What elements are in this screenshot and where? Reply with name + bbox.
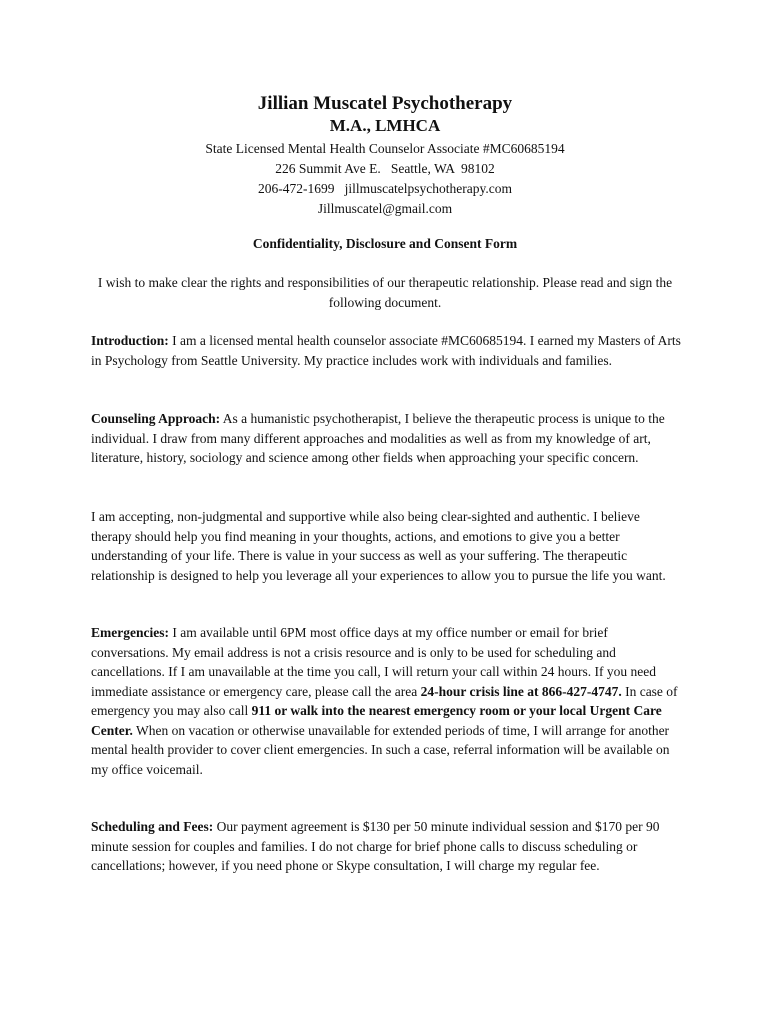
emergencies-text-3: When on vacation or otherwise unavailable for extended periods of time, I will arrange for another mental health provider to cover client emergencies. In such a case, referral information will be available on my office voicemail. (91, 722, 670, 777)
scheduling-paragraph (91, 817, 683, 876)
emergencies-heading: Emergencies: (91, 625, 169, 640)
phone-website-line: 206-472-1699 jillmuscatelpsychotherapy.com (257, 181, 513, 196)
form-title: Confidentiality, Disclosure and Consent Form (252, 236, 518, 251)
intro-statement: I wish to make clear the rights and responsibilities of our therapeutic relationship. Please read and sign the following document. (97, 275, 673, 310)
scheduling-heading: Scheduling and Fees: (91, 819, 214, 834)
email-line: Jillmuscatel@gmail.com (317, 201, 453, 216)
approach-text: As a humanistic psychotherapist, I believe the therapeutic process is unique to the individual. I draw from many different approaches and modalities as well as from my knowledge of art, literature, history, sociology and science among other fields when approaching your specific concern. (91, 411, 665, 465)
emergencies-text-2: In case of emergency you may also call (91, 683, 678, 718)
approach-paragraph (91, 409, 683, 468)
address-line: 226 Summit Ave E. Seattle, WA 98102 (275, 161, 495, 176)
approach-heading: Counseling Approach: (91, 411, 221, 426)
crisis-line-text: 24-hour crisis line at 866-427-4747. (420, 683, 622, 699)
introduction-paragraph (91, 331, 683, 370)
introduction-heading: Introduction: (91, 333, 169, 348)
practice-title: Jillian Muscatel Psychotherapy (257, 93, 513, 114)
emergencies-paragraph (91, 623, 683, 779)
introduction-text: I am a licensed mental health counselor associate #MC60685194. I earned my Masters of Arts in Psychology from Seattle University. My practice includes work with individuals and families. (91, 333, 681, 368)
letterhead (0, 92, 770, 219)
accepting-paragraph: I am accepting, non-judgmental and supportive while also being clear-sighted and authentic. I believe therapy should help you find meaning in your thoughts, actions, and emotions to give you a better understanding of your life. There is value in your success as well as your suffering. The therapeutic relationship is designed to help you leverage all your experiences to allow you to pursue the life you want. (91, 509, 666, 583)
license-line: State Licensed Mental Health Counselor Associate #MC60685194 (205, 141, 565, 156)
credentials: M.A., LMHCA (329, 116, 441, 135)
emergency-room-text: 911 or walk into the nearest emergency room or your local Urgent Care Center. (91, 703, 662, 738)
scheduling-text: Our payment agreement is $130 per 50 minute individual session and $170 per 90 minute session for couples and families. I do not charge for brief phone calls to discuss scheduling or cancellations; however, if you need phone or Skype consultation, I will charge my regular fee. (91, 819, 660, 873)
emergencies-text-1: I am available until 6PM most office days at my office number or email for brief conversations. My email address is not a crisis resource and is only to be used for scheduling and cancellations. If I am unavailable at the time you call, I will return your call within 24 hours. If you need immediate assistance or emergency care, please call the area (91, 625, 656, 699)
